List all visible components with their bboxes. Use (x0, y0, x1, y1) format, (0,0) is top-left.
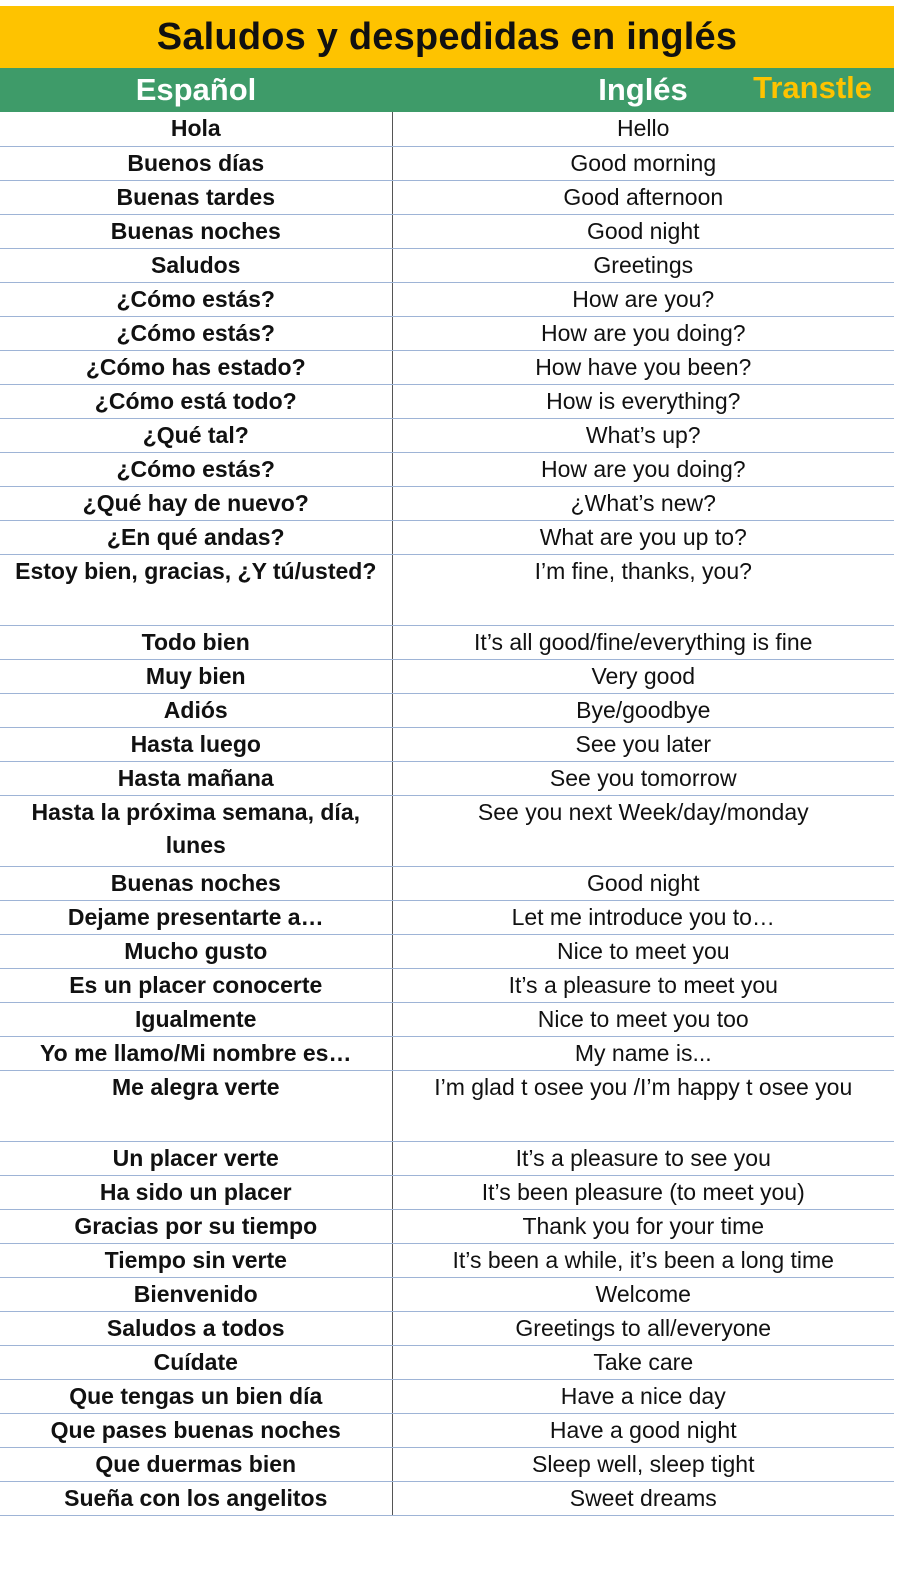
spanish-phrase: Gracias por su tiempo (0, 1209, 392, 1243)
spanish-phrase: Hasta mañana (0, 761, 392, 795)
table-header (0, 68, 894, 112)
table-row (0, 350, 894, 384)
table-row (0, 693, 894, 727)
table-row (0, 112, 894, 146)
spanish-phrase: Saludos a todos (0, 1311, 392, 1345)
english-phrase: Good morning (392, 146, 894, 180)
table-row (0, 866, 894, 900)
table-row (0, 1209, 894, 1243)
table-row (0, 1175, 894, 1209)
spanish-phrase: ¿Qué tal? (0, 418, 392, 452)
english-phrase: See you later (392, 727, 894, 761)
table-row (0, 1481, 894, 1515)
english-phrase: Hello (392, 112, 894, 146)
english-phrase: Sleep well, sleep tight (392, 1447, 894, 1481)
phrase-table-body (0, 112, 894, 1515)
spanish-phrase: Hasta luego (0, 727, 392, 761)
table-row (0, 1036, 894, 1070)
english-phrase: Greetings (392, 248, 894, 282)
english-phrase: It’s a pleasure to meet you (392, 968, 894, 1002)
english-phrase: Have a nice day (392, 1379, 894, 1413)
page-title: Saludos y despedidas en inglés (156, 15, 738, 58)
table-row (0, 968, 894, 1002)
table-row (0, 1243, 894, 1277)
english-phrase: Thank you for your time (392, 1209, 894, 1243)
table-row (0, 1379, 894, 1413)
english-phrase: Let me introduce you to… (392, 900, 894, 934)
spanish-phrase: Me alegra verte (0, 1070, 392, 1141)
english-phrase: It’s been a while, it’s been a long time (392, 1243, 894, 1277)
table-row (0, 554, 894, 625)
spanish-phrase: Ha sido un placer (0, 1175, 392, 1209)
spanish-phrase: Muy bien (0, 659, 392, 693)
spanish-phrase: Dejame presentarte a… (0, 900, 392, 934)
spanish-phrase: Yo me llamo/Mi nombre es… (0, 1036, 392, 1070)
table-row (0, 1413, 894, 1447)
english-phrase: How are you doing? (392, 452, 894, 486)
spanish-phrase: Tiempo sin verte (0, 1243, 392, 1277)
table-row (0, 625, 894, 659)
table-row (0, 316, 894, 350)
table-row (0, 248, 894, 282)
english-phrase: Good afternoon (392, 180, 894, 214)
table-row (0, 659, 894, 693)
english-phrase: Very good (392, 659, 894, 693)
spanish-phrase: Hola (0, 112, 392, 146)
english-phrase: Bye/goodbye (392, 693, 894, 727)
spanish-phrase: Buenas noches (0, 866, 392, 900)
table-row (0, 761, 894, 795)
english-phrase: How are you? (392, 282, 894, 316)
english-phrase: My name is... (392, 1036, 894, 1070)
brand-logo-text: Transtle (753, 70, 872, 105)
spanish-phrase: ¿Qué hay de nuevo? (0, 486, 392, 520)
english-phrase: It’s a pleasure to see you (392, 1141, 894, 1175)
table-row (0, 1345, 894, 1379)
english-phrase: Nice to meet you too (392, 1002, 894, 1036)
english-phrase: It’s all good/fine/everything is fine (392, 625, 894, 659)
spanish-phrase: Igualmente (0, 1002, 392, 1036)
english-phrase: Good night (392, 214, 894, 248)
english-phrase: What are you up to? (392, 520, 894, 554)
spanish-phrase: Un placer verte (0, 1141, 392, 1175)
header-spanish: Español (135, 72, 257, 107)
english-phrase: Sweet dreams (392, 1481, 894, 1515)
spanish-phrase: Bienvenido (0, 1277, 392, 1311)
english-phrase: Take care (392, 1345, 894, 1379)
english-phrase: Good night (392, 866, 894, 900)
spanish-phrase: ¿Cómo estás? (0, 452, 392, 486)
phrase-table (0, 112, 894, 1516)
table-row (0, 934, 894, 968)
table-row (0, 486, 894, 520)
english-phrase: ¿What’s new? (392, 486, 894, 520)
spanish-phrase: Buenas noches (0, 214, 392, 248)
table-row (0, 1311, 894, 1345)
english-phrase: Have a good night (392, 1413, 894, 1447)
table-row (0, 1447, 894, 1481)
english-phrase: See you next Week/day/monday (392, 795, 894, 866)
spanish-phrase: Adiós (0, 693, 392, 727)
spanish-phrase: Buenos días (0, 146, 392, 180)
table-row (0, 1002, 894, 1036)
spanish-phrase: Hasta la próxima semana, día, lunes (0, 795, 392, 866)
table-row (0, 795, 894, 866)
header-english: Inglés (598, 72, 688, 107)
english-phrase: What’s up? (392, 418, 894, 452)
english-phrase: Greetings to all/everyone (392, 1311, 894, 1345)
english-phrase: I’m glad t osee you /I’m happy t osee you (392, 1070, 894, 1141)
spanish-phrase: Buenas tardes (0, 180, 392, 214)
spanish-phrase: ¿Cómo has estado? (0, 350, 392, 384)
spanish-phrase: Cuídate (0, 1345, 392, 1379)
english-phrase: Nice to meet you (392, 934, 894, 968)
english-phrase: How have you been? (392, 350, 894, 384)
table-row (0, 1141, 894, 1175)
spanish-phrase: ¿Cómo está todo? (0, 384, 392, 418)
spanish-phrase: Saludos (0, 248, 392, 282)
spanish-phrase: Sueña con los angelitos (0, 1481, 392, 1515)
table-row (0, 1070, 894, 1141)
spanish-phrase: ¿En qué andas? (0, 520, 392, 554)
spanish-phrase: Mucho gusto (0, 934, 392, 968)
english-phrase: How are you doing? (392, 316, 894, 350)
spanish-phrase: Que pases buenas noches (0, 1413, 392, 1447)
spanish-phrase: Que duermas bien (0, 1447, 392, 1481)
english-phrase: Welcome (392, 1277, 894, 1311)
table-row (0, 727, 894, 761)
spanish-phrase: ¿Cómo estás? (0, 316, 392, 350)
spanish-phrase: Todo bien (0, 625, 392, 659)
table-row (0, 180, 894, 214)
spanish-phrase: Que tengas un bien día (0, 1379, 392, 1413)
spanish-phrase: Estoy bien, gracias, ¿Y tú/usted? (0, 554, 392, 625)
title-bar (0, 6, 894, 68)
table-row (0, 146, 894, 180)
table-row (0, 520, 894, 554)
english-phrase: It’s been pleasure (to meet you) (392, 1175, 894, 1209)
table-row (0, 452, 894, 486)
table-row (0, 282, 894, 316)
spanish-phrase: Es un placer conocerte (0, 968, 392, 1002)
english-phrase: How is everything? (392, 384, 894, 418)
english-phrase: I’m fine, thanks, you? (392, 554, 894, 625)
english-phrase: See you tomorrow (392, 761, 894, 795)
table-row (0, 384, 894, 418)
table-row (0, 1277, 894, 1311)
table-row (0, 900, 894, 934)
spanish-phrase: ¿Cómo estás? (0, 282, 392, 316)
table-row (0, 214, 894, 248)
table-row (0, 418, 894, 452)
